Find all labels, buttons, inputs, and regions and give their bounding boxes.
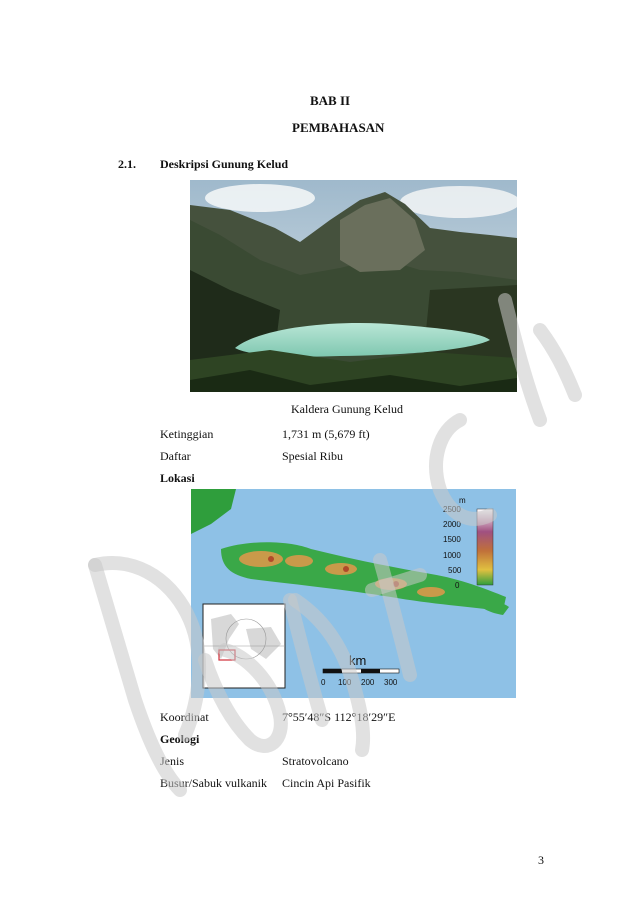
legend-tick: 1500: [443, 535, 461, 544]
chapter-heading: BAB II: [310, 93, 351, 108]
location-heading: Lokasi: [160, 471, 195, 485]
subsection-title: Deskripsi Gunung Kelud: [160, 157, 289, 171]
section-title: PEMBAHASAN: [292, 120, 385, 135]
value-busur: Cincin Api Pasifik: [282, 776, 371, 790]
scale-tick: 100: [338, 678, 352, 687]
scale-tick: 200: [361, 678, 375, 687]
value-koordinat: 7°55′48″S 112°18′29″E: [282, 710, 396, 724]
value-daftar: Spesial Ribu: [282, 449, 344, 463]
page-number: 3: [538, 853, 544, 867]
photo-caption: Kaldera Gunung Kelud: [291, 402, 403, 416]
legend-tick: 2000: [443, 520, 461, 529]
legend-tick: 2500: [443, 505, 461, 514]
location-map: [191, 489, 516, 698]
geology-heading: Geologi: [160, 732, 200, 746]
scale-unit: km: [349, 653, 367, 668]
scale-tick: 300: [384, 678, 398, 687]
label-koordinat: Koordinat: [160, 710, 209, 724]
scale-tick: 0: [321, 678, 326, 687]
label-daftar: Daftar: [160, 449, 191, 463]
legend-tick: 500: [448, 566, 462, 575]
value-jenis: Stratovolcano: [282, 754, 349, 768]
label-ketinggian: Ketinggian: [160, 427, 214, 441]
label-busur: Busur/Sabuk vulkanik: [160, 776, 267, 790]
elevation-legend: [477, 509, 493, 585]
subsection-number: 2.1.: [118, 157, 136, 171]
label-jenis: Jenis: [160, 754, 184, 768]
legend-unit: m: [459, 496, 466, 505]
value-ketinggian: 1,731 m (5,679 ft): [282, 427, 370, 441]
caldera-photo: [190, 180, 517, 392]
legend-tick: 1000: [443, 551, 461, 560]
legend-tick: 0: [455, 581, 460, 590]
